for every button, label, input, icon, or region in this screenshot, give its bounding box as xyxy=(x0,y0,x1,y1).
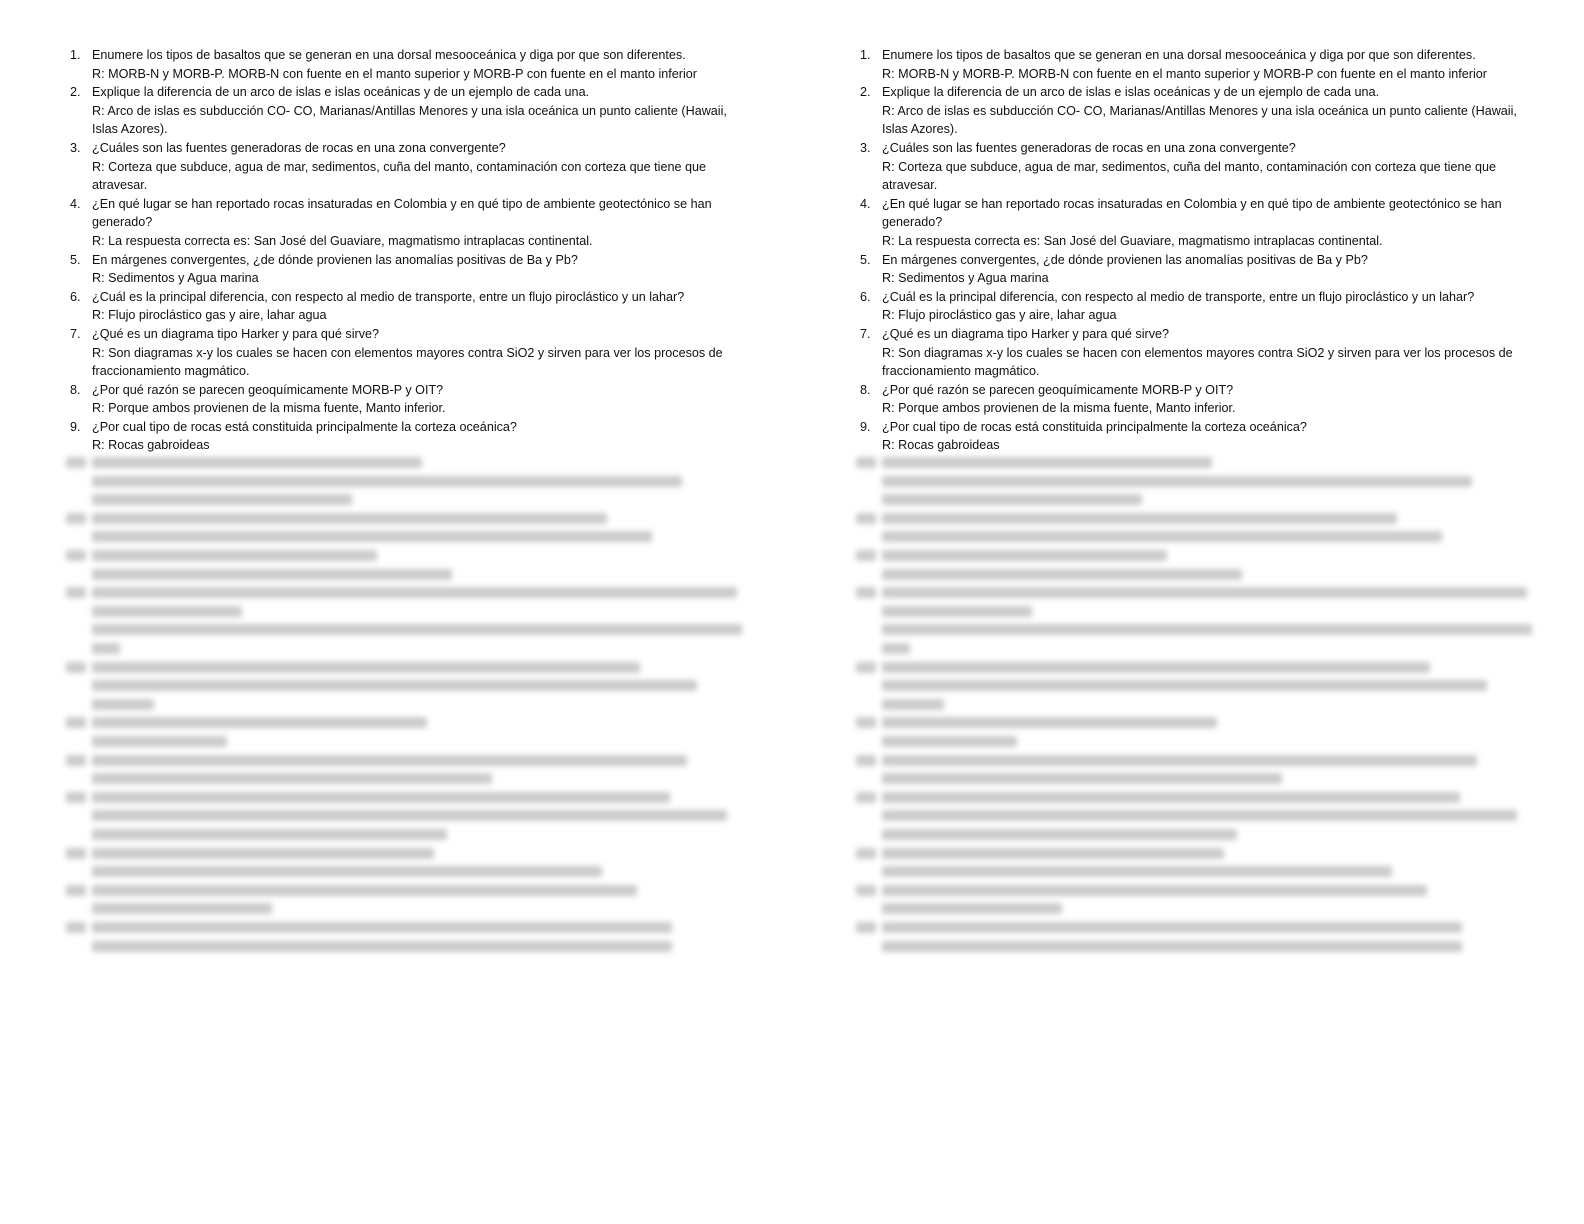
answer-text: R: La respuesta correcta es: San José del Guaviare, magmatismo intraplacas continental. xyxy=(882,233,1383,248)
list-item xyxy=(66,46,756,83)
item-number: 4. xyxy=(70,196,81,211)
question-list-left xyxy=(66,46,756,455)
list-item xyxy=(856,195,1546,251)
item-number: 2. xyxy=(70,85,81,100)
question-text: ¿Cuáles son las fuentes generadoras de rocas en una zona convergente? xyxy=(92,140,506,155)
item-number: 8. xyxy=(70,382,81,397)
item-number: 5. xyxy=(70,252,81,267)
answer-text: R: Son diagramas x-y los cuales se hacen con elementos mayores contra SiO2 y sirven para ver los procesos de fraccionamiento magmático. xyxy=(882,345,1513,379)
answer-text: R: Corteza que subduce, agua de mar, sedimentos, cuña del manto, contaminación con corteza que tiene que atravesar. xyxy=(92,159,706,193)
list-item xyxy=(66,288,756,325)
answer-text: R: Rocas gabroideas xyxy=(92,438,210,453)
item-number: 7. xyxy=(860,326,871,341)
list-item xyxy=(856,418,1546,455)
question-text: Explique la diferencia de un arco de islas e islas oceánicas y de un ejemplo de cada una. xyxy=(92,85,590,100)
list-item xyxy=(66,139,756,195)
item-number: 3. xyxy=(70,140,81,155)
answer-text: R: Flujo piroclástico gas y aire, lahar agua xyxy=(882,308,1117,323)
list-item xyxy=(856,46,1546,83)
question-text: Explique la diferencia de un arco de islas e islas oceánicas y de un ejemplo de cada una. xyxy=(882,85,1380,100)
blurred-content xyxy=(66,457,756,951)
item-number: 3. xyxy=(860,140,871,155)
answer-text: R: Corteza que subduce, agua de mar, sedimentos, cuña del manto, contaminación con corteza que tiene que atravesar. xyxy=(882,159,1496,193)
question-text: ¿Cuál es la principal diferencia, con respecto al medio de transporte, entre un flujo piroclástico y un lahar? xyxy=(92,289,685,304)
answer-text: R: Arco de islas es subducción CO- CO, Marianas/Antillas Menores y una isla oceánica un punto caliente (Hawaii, Islas Azores). xyxy=(92,103,727,137)
list-item xyxy=(66,195,756,251)
list-item xyxy=(66,251,756,288)
question-text: En márgenes convergentes, ¿de dónde provienen las anomalías positivas de Ba y Pb? xyxy=(92,252,578,267)
list-item xyxy=(856,381,1546,418)
document-page-left xyxy=(66,46,756,959)
list-item xyxy=(856,251,1546,288)
item-number: 1. xyxy=(70,48,81,62)
item-number: 1. xyxy=(860,48,871,62)
item-number: 6. xyxy=(70,289,81,304)
answer-text: R: La respuesta correcta es: San José del Guaviare, magmatismo intraplacas continental. xyxy=(92,233,593,248)
answer-text: R: Sedimentos y Agua marina xyxy=(92,271,259,286)
list-item xyxy=(856,83,1546,139)
answer-text: R: Porque ambos provienen de la misma fuente, Manto inferior. xyxy=(882,401,1236,416)
blurred-content xyxy=(856,457,1546,951)
item-number: 9. xyxy=(860,419,871,434)
answer-text: R: Porque ambos provienen de la misma fuente, Manto inferior. xyxy=(92,401,446,416)
question-text: Enumere los tipos de basaltos que se generan en una dorsal mesooceánica y diga por que son diferentes. xyxy=(882,48,1476,62)
question-text: Enumere los tipos de basaltos que se generan en una dorsal mesooceánica y diga por que son diferentes. xyxy=(92,48,686,62)
document-page-right xyxy=(856,46,1546,959)
list-item xyxy=(856,139,1546,195)
list-item xyxy=(66,418,756,455)
list-item xyxy=(856,325,1546,381)
item-number: 2. xyxy=(860,85,871,100)
answer-text: R: MORB-N y MORB-P. MORB-N con fuente en el manto superior y MORB-P con fuente en el manto inferior xyxy=(92,66,697,81)
question-text: ¿En qué lugar se han reportado rocas insaturadas en Colombia y en qué tipo de ambiente geotectónico se han generado? xyxy=(882,196,1502,230)
item-number: 9. xyxy=(70,419,81,434)
item-number: 7. xyxy=(70,326,81,341)
answer-text: R: Flujo piroclástico gas y aire, lahar agua xyxy=(92,308,327,323)
question-text: ¿Cuál es la principal diferencia, con respecto al medio de transporte, entre un flujo piroclástico y un lahar? xyxy=(882,289,1475,304)
question-text: ¿Qué es un diagrama tipo Harker y para qué sirve? xyxy=(92,326,379,341)
answer-text: R: Son diagramas x-y los cuales se hacen con elementos mayores contra SiO2 y sirven para ver los procesos de fraccionamiento magmático. xyxy=(92,345,723,379)
item-number: 6. xyxy=(860,289,871,304)
item-number: 8. xyxy=(860,382,871,397)
question-text: ¿Por cual tipo de rocas está constituida principalmente la corteza oceánica? xyxy=(882,419,1307,434)
question-text: ¿Cuáles son las fuentes generadoras de rocas en una zona convergente? xyxy=(882,140,1296,155)
question-text: ¿En qué lugar se han reportado rocas insaturadas en Colombia y en qué tipo de ambiente geotectónico se han generado? xyxy=(92,196,712,230)
question-text: ¿Por qué razón se parecen geoquímicamente MORB-P y OIT? xyxy=(882,382,1234,397)
question-text: En márgenes convergentes, ¿de dónde provienen las anomalías positivas de Ba y Pb? xyxy=(882,252,1368,267)
list-item xyxy=(66,325,756,381)
question-list-right xyxy=(856,46,1546,455)
item-number: 5. xyxy=(860,252,871,267)
question-text: ¿Qué es un diagrama tipo Harker y para qué sirve? xyxy=(882,326,1169,341)
question-text: ¿Por qué razón se parecen geoquímicamente MORB-P y OIT? xyxy=(92,382,444,397)
answer-text: R: Sedimentos y Agua marina xyxy=(882,271,1049,286)
answer-text: R: Rocas gabroideas xyxy=(882,438,1000,453)
answer-text: R: MORB-N y MORB-P. MORB-N con fuente en el manto superior y MORB-P con fuente en el manto inferior xyxy=(882,66,1487,81)
list-item xyxy=(66,83,756,139)
question-text: ¿Por cual tipo de rocas está constituida principalmente la corteza oceánica? xyxy=(92,419,517,434)
item-number: 4. xyxy=(860,196,871,211)
list-item xyxy=(66,381,756,418)
answer-text: R: Arco de islas es subducción CO- CO, Marianas/Antillas Menores y una isla oceánica un punto caliente (Hawaii, Islas Azores). xyxy=(882,103,1517,137)
list-item xyxy=(856,288,1546,325)
